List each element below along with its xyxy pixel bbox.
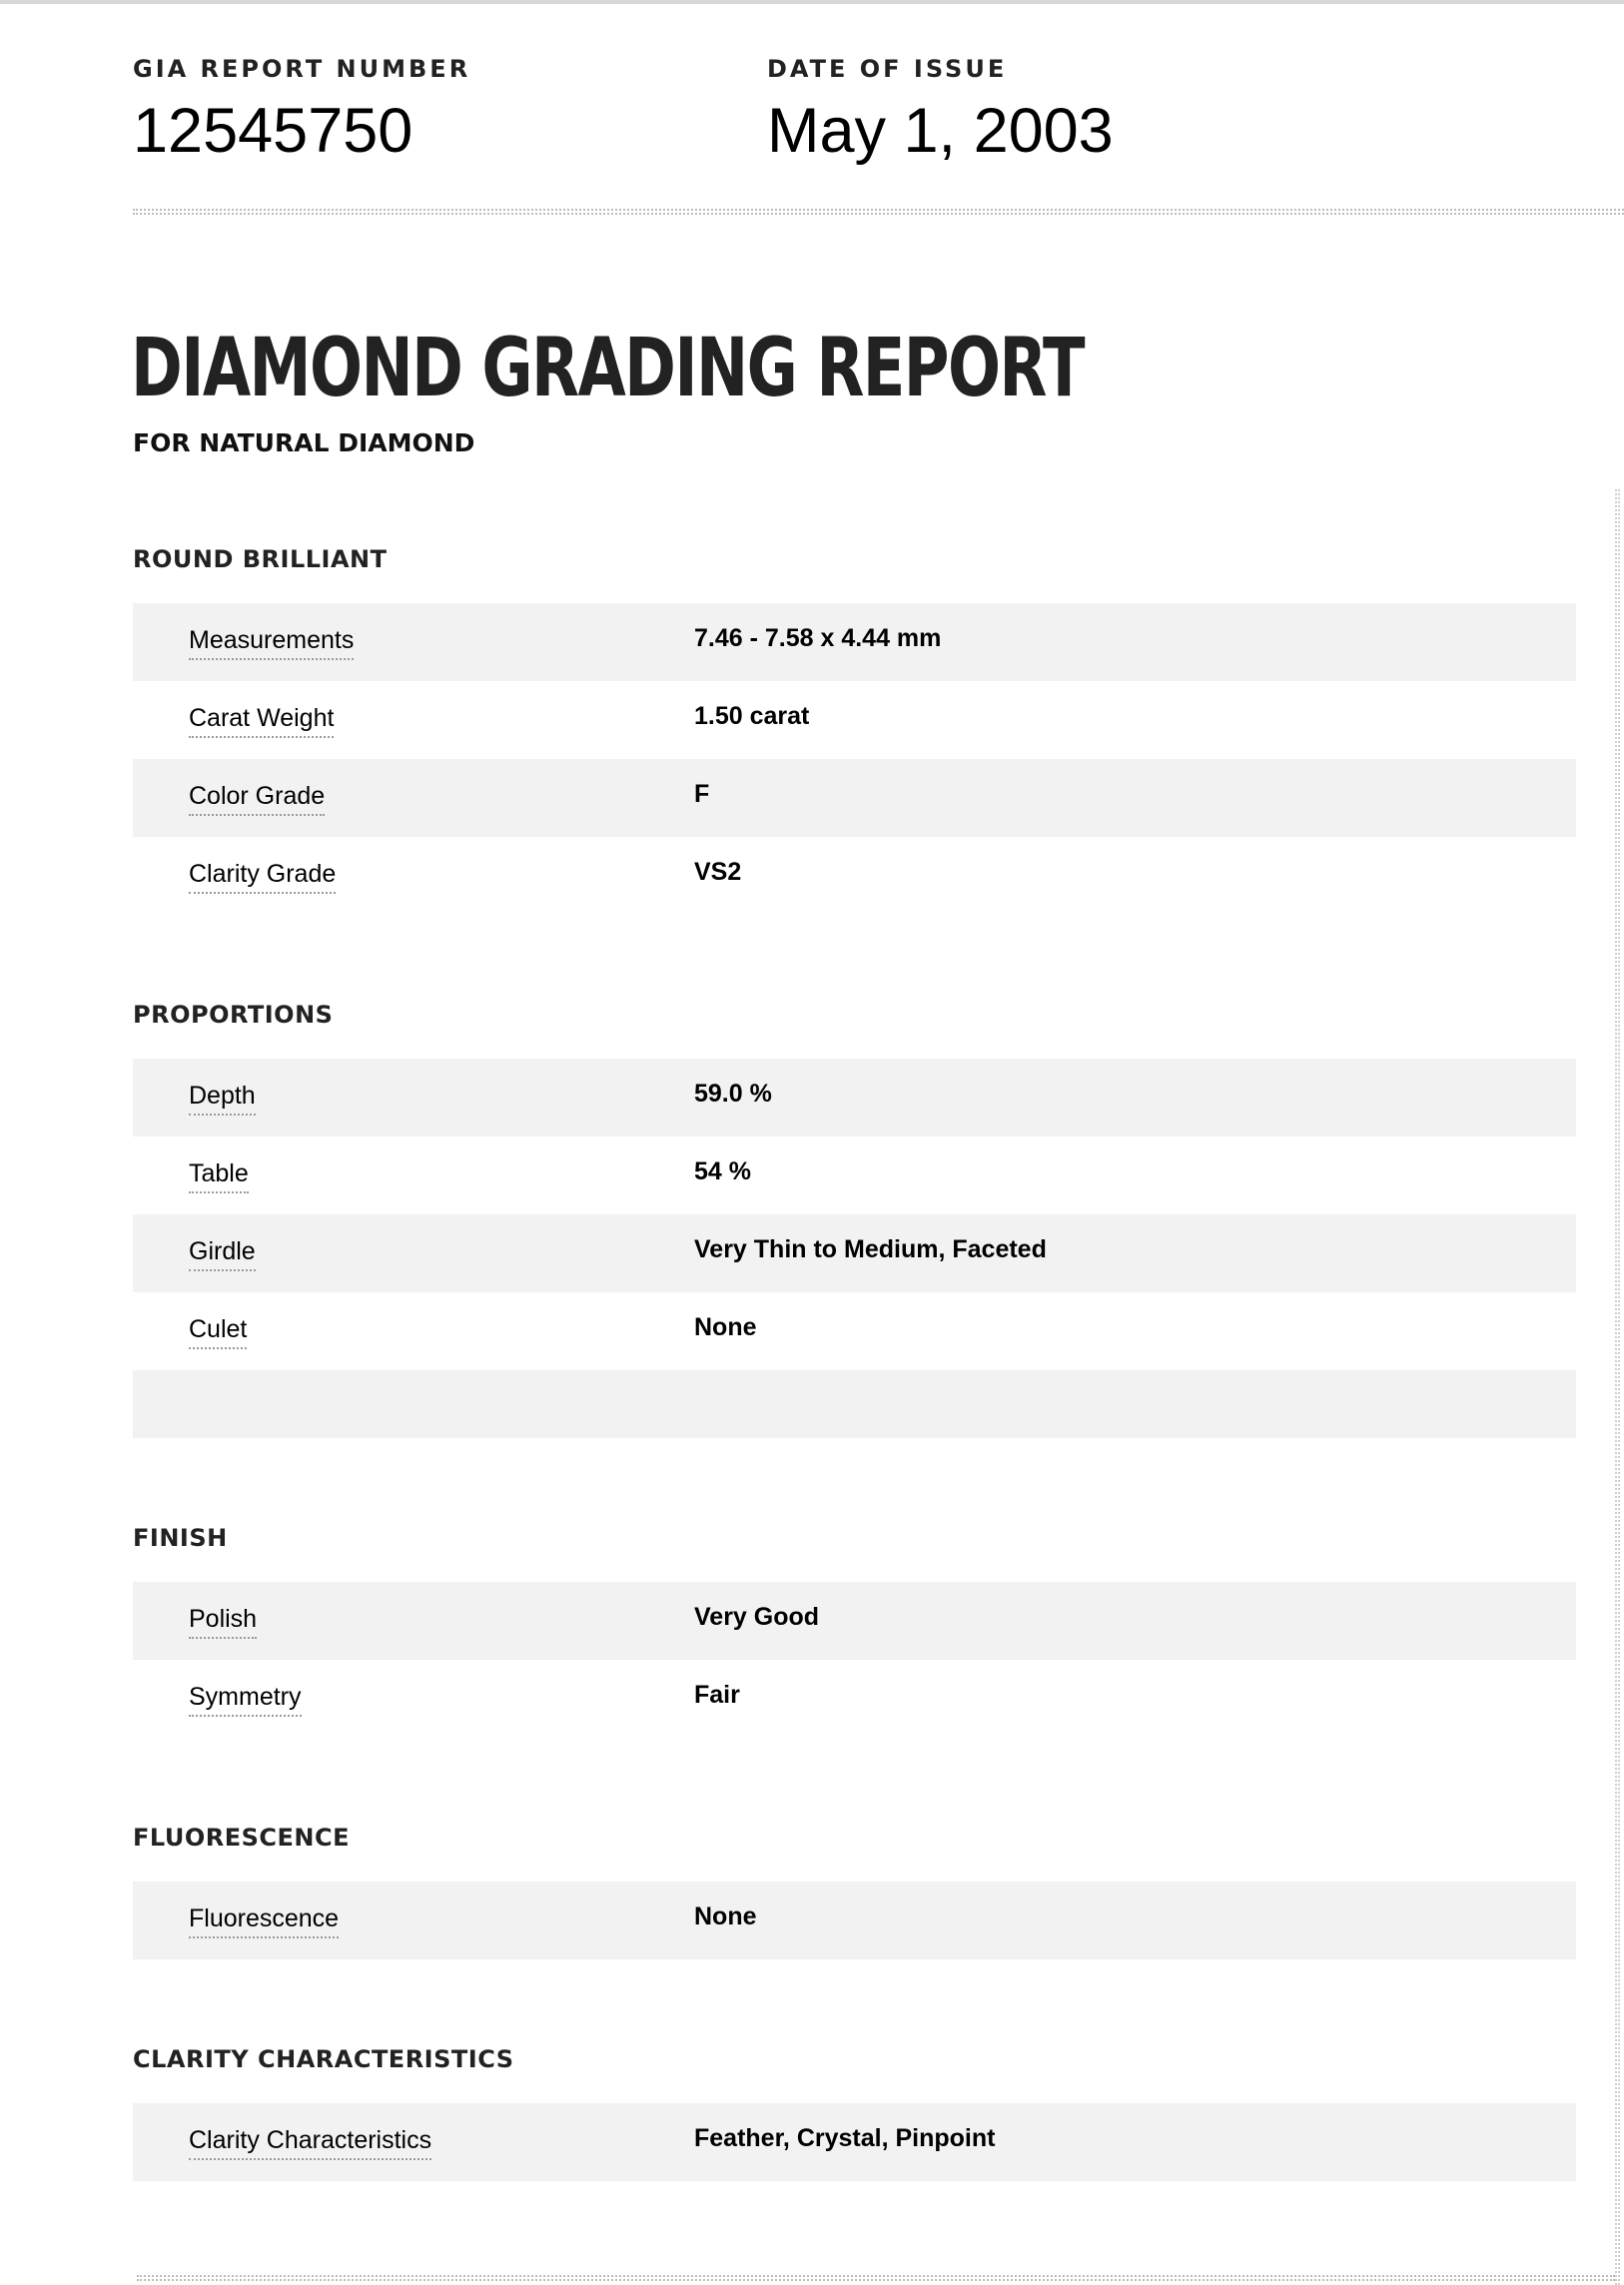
report-number-value: 12545750	[133, 96, 413, 166]
report-number-block	[133, 52, 470, 172]
row-label[interactable]: Measurements	[189, 625, 354, 660]
row-value: VS2	[694, 858, 742, 886]
grading-row-fluorescence	[133, 1882, 1576, 1959]
report-number-label: GIA REPORT NUMBER	[133, 55, 471, 83]
section-title-clarity-characteristics: CLARITY CHARACTERISTICS	[133, 2045, 514, 2073]
report-title: DIAMOND GRADING REPORT	[131, 322, 1084, 415]
grading-row-symmetry	[133, 1660, 1576, 1738]
grading-row-clarity-characteristics	[133, 2103, 1576, 2181]
row-label[interactable]: Clarity Characteristics	[189, 2125, 431, 2160]
section-title-proportions: PROPORTIONS	[133, 1001, 334, 1029]
row-label[interactable]: Carat Weight	[189, 703, 334, 738]
grading-row-color-grade	[133, 759, 1576, 837]
row-label[interactable]: Color Grade	[189, 781, 325, 816]
grading-row-measurements	[133, 603, 1576, 681]
row-value: None	[694, 1903, 757, 1930]
section-title-finish: FINISH	[133, 1524, 228, 1552]
grading-row-depth	[133, 1059, 1576, 1137]
row-label[interactable]: Depth	[189, 1081, 256, 1116]
empty-row	[133, 1370, 1576, 1438]
row-value: Very Good	[694, 1603, 820, 1631]
side-divider	[1615, 489, 1620, 2285]
grading-row-culet	[133, 1292, 1576, 1370]
bottom-divider	[137, 2275, 1615, 2281]
top-rule	[0, 0, 1624, 4]
row-label[interactable]: Girdle	[189, 1236, 256, 1271]
row-value: Feather, Crystal, Pinpoint	[694, 2124, 996, 2152]
row-value: 1.50 carat	[694, 702, 810, 730]
grading-row-clarity-grade	[133, 837, 1576, 915]
grading-row-carat-weight	[133, 681, 1576, 759]
row-value: 7.46 - 7.58 x 4.44 mm	[694, 624, 942, 652]
row-label[interactable]: Table	[189, 1158, 249, 1193]
report-subtitle: FOR NATURAL DIAMOND	[133, 428, 475, 457]
section-title-fluorescence: FLUORESCENCE	[133, 1824, 350, 1852]
row-label[interactable]: Culet	[189, 1314, 247, 1349]
row-label[interactable]: Polish	[189, 1604, 257, 1639]
date-of-issue-block	[767, 52, 1114, 172]
date-of-issue-label: DATE OF ISSUE	[767, 55, 1008, 83]
row-label[interactable]: Fluorescence	[189, 1904, 339, 1938]
row-value: None	[694, 1313, 757, 1341]
row-value: Fair	[694, 1681, 740, 1709]
row-value: F	[694, 780, 710, 808]
row-label[interactable]: Clarity Grade	[189, 859, 336, 894]
section-title-round-brilliant: ROUND BRILLIANT	[133, 545, 388, 573]
date-of-issue-value: May 1, 2003	[767, 96, 1114, 166]
row-value: Very Thin to Medium, Faceted	[694, 1235, 1047, 1263]
row-value: 59.0 %	[694, 1080, 772, 1108]
header-divider	[133, 209, 1624, 215]
grading-row-table	[133, 1137, 1576, 1214]
row-value: 54 %	[694, 1157, 751, 1185]
row-label[interactable]: Symmetry	[189, 1682, 302, 1717]
grading-row-polish	[133, 1582, 1576, 1660]
grading-row-girdle	[133, 1214, 1576, 1292]
